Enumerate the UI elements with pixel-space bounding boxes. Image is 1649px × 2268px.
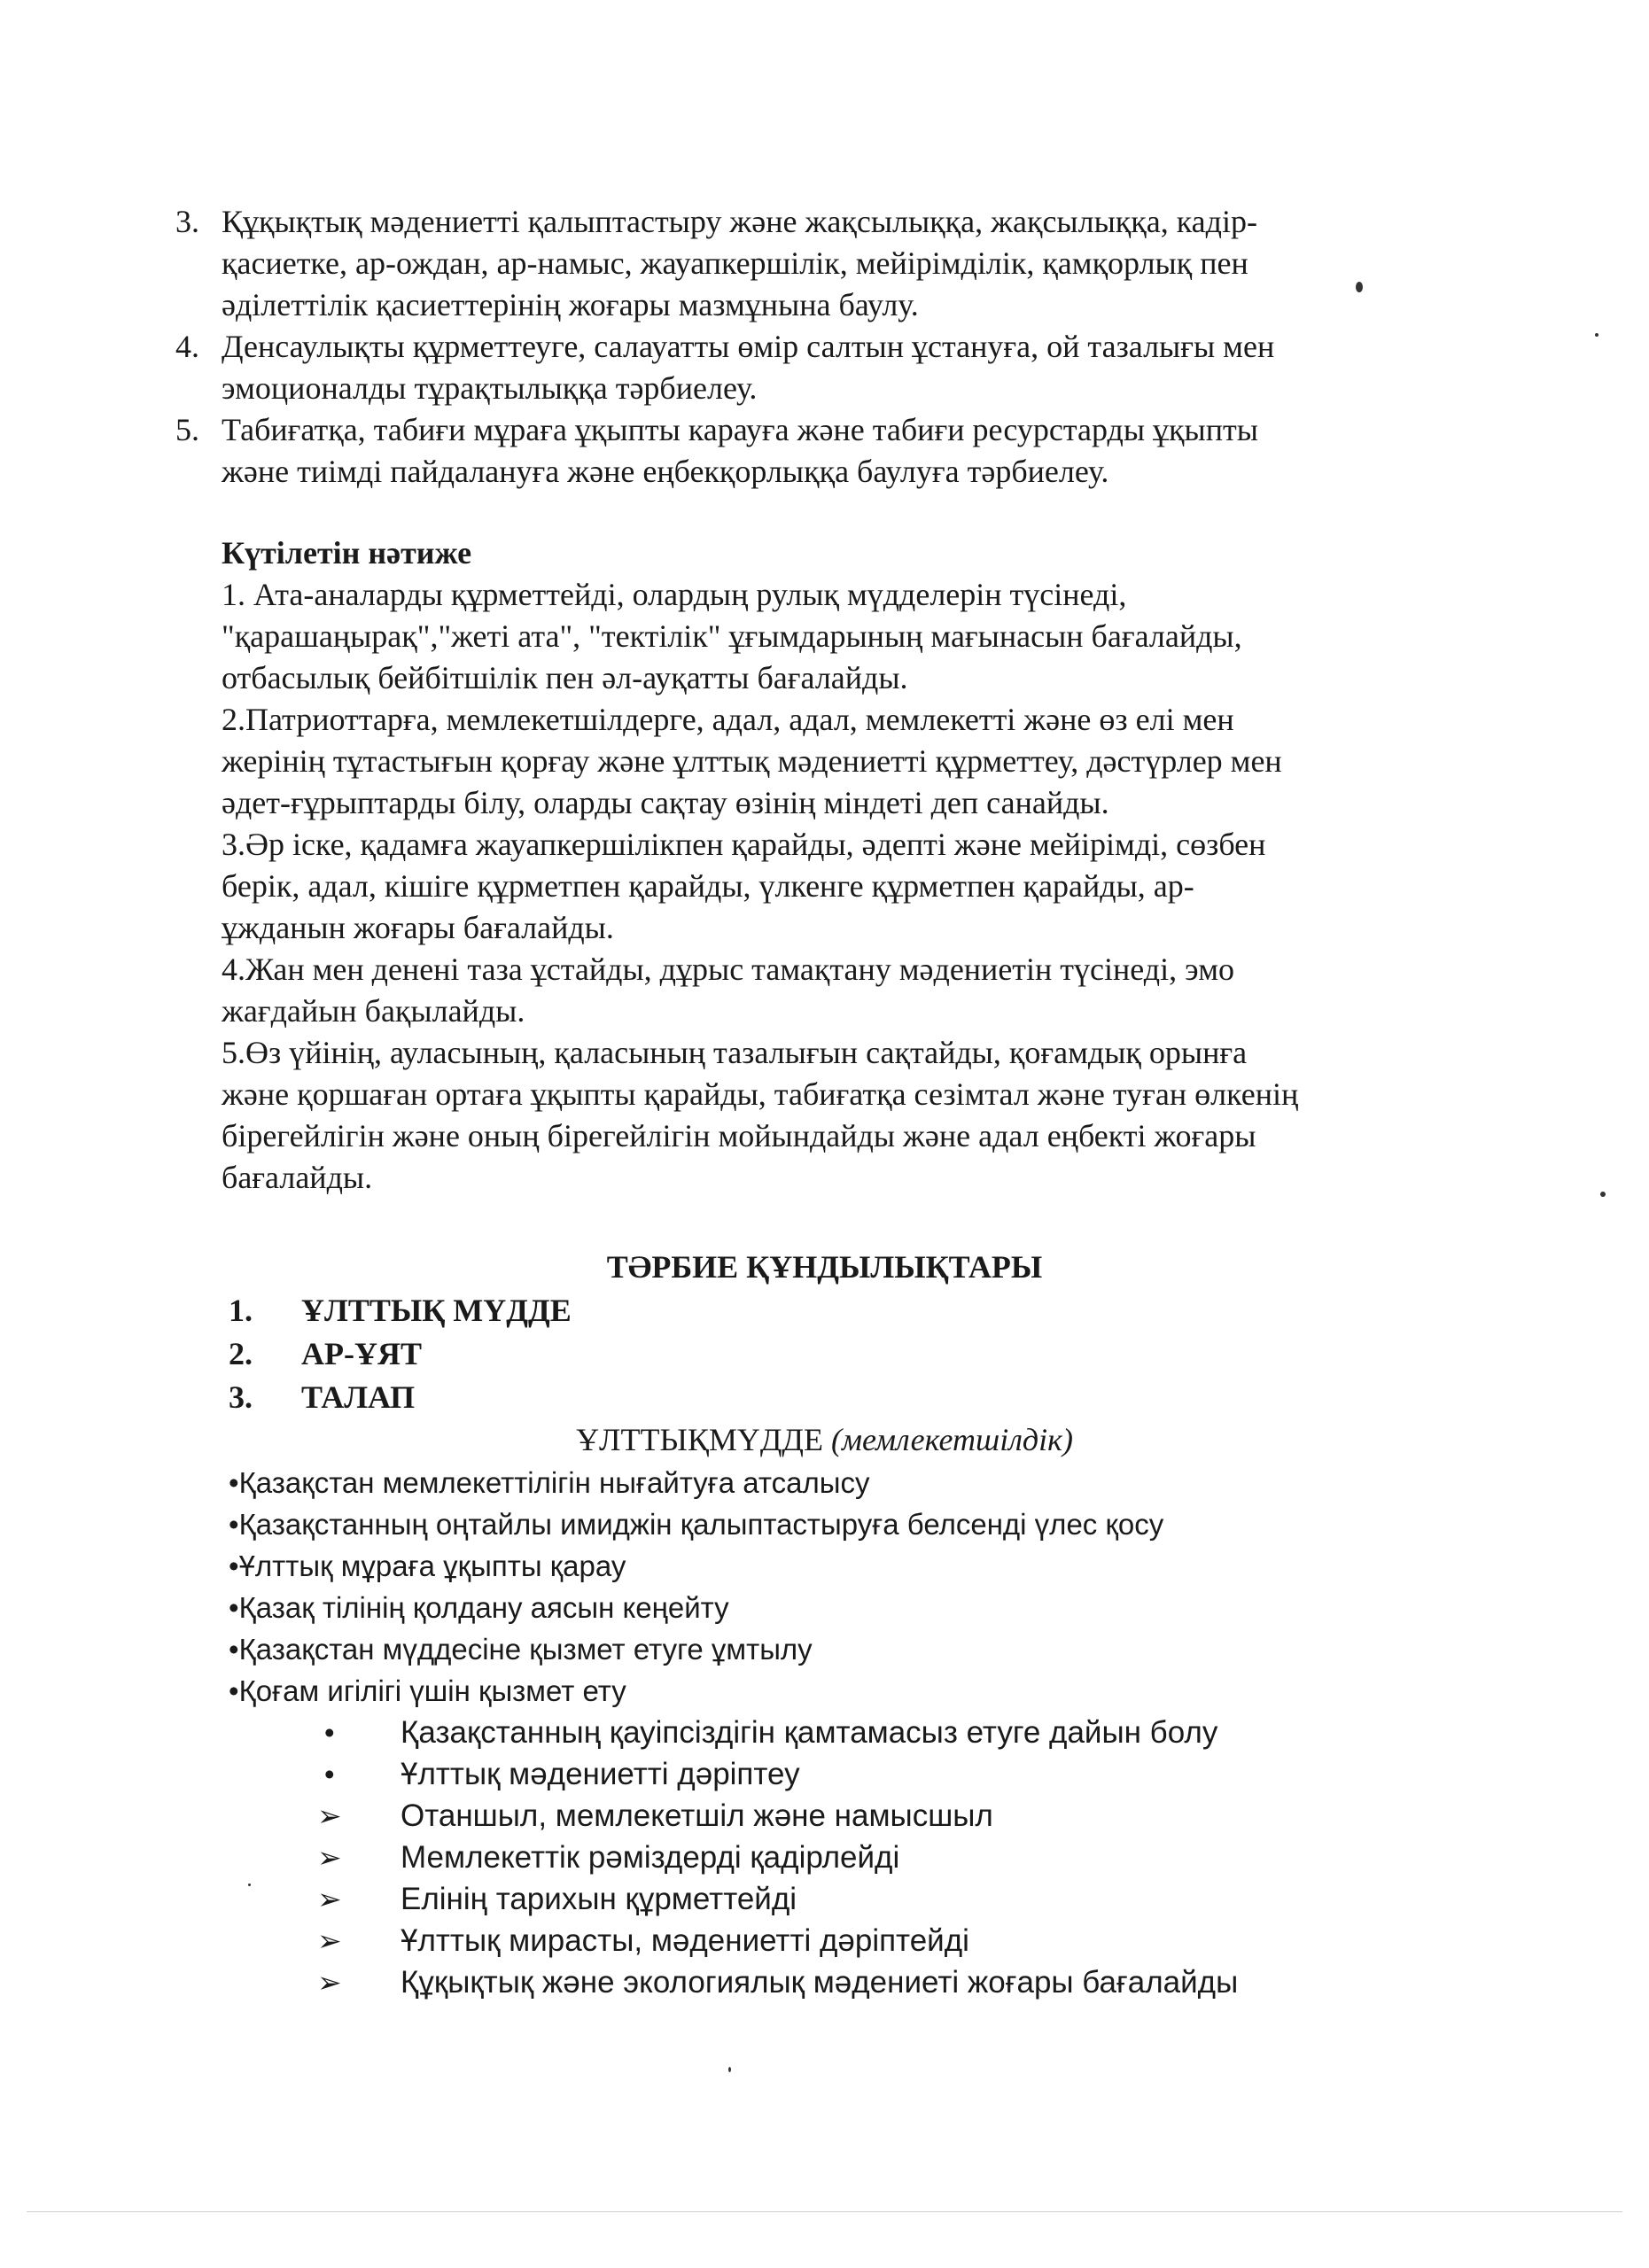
bullet-item	[229, 1545, 626, 1588]
arrow-bullet-icon: ➢	[317, 1841, 342, 1874]
paragraph-line: бірегейлігін және оның бірегейлігін мойындайды және адал еңбекті жоғары	[222, 1118, 1256, 1153]
values-item-label: ҰЛТТЫҚ МҮДДЕ	[301, 1293, 572, 1328]
values-item-label: ТАЛАП	[301, 1379, 416, 1415]
paragraph-line: 4.Жан мен денені таза ұстайды, дұрыс тамақтану мәдениетін түсінеді, эмо	[222, 951, 1235, 987]
paragraph-line: және қоршаған ортаға ұқыпты қарайды, табиғатқа сезімтал және туған өлкенің	[222, 1076, 1299, 1112]
list-item-number: 4.	[175, 329, 199, 364]
bullet-item	[229, 1587, 729, 1629]
bullet-icon: •	[229, 1591, 239, 1624]
bullet-text: Қазақстан мемлекеттілігін нығайтуға атсалысу	[238, 1466, 870, 1499]
list-item-text: және тиімді пайдалануға және еңбекқорлыққа баулуға тәрбиелеу.	[222, 454, 1109, 489]
paragraph-line: 3.Әр іске, қадамға жауапкершілікпен қарайды, әдепті және мейірімді, сөзбен	[222, 827, 1266, 862]
paragraph-line: берік, адал, кішіге құрметпен қарайды, үлкенге құрметпен қарайды, ар-	[222, 868, 1194, 904]
values-item-number: 1.	[229, 1293, 253, 1328]
subsection-title	[0, 1418, 1649, 1461]
list-item-text: әділеттілік қасиеттерінің жоғары мазмұнына баулу.	[222, 287, 919, 322]
bullet-item	[229, 1462, 870, 1504]
bullet-icon: •	[229, 1550, 239, 1582]
scan-speck	[248, 1884, 251, 1886]
scan-speck	[1595, 333, 1598, 337]
paragraph-line: әдет-ғұрыптарды білу, оларды сақтау өзінің міндеті деп санайды.	[222, 785, 1109, 820]
sub-bullet-icon: •	[324, 1758, 335, 1790]
bullet-text: Қазақстанның оңтайлы имиджін қалыптастыруға белсенді үлес қосу	[238, 1508, 1164, 1541]
scan-speck	[728, 2067, 731, 2072]
scan-speck	[1600, 1192, 1606, 1197]
paragraph-line: 1. Ата-аналарды құрметтейді, олардың рулық мүдделерін түсінеді,	[222, 577, 1127, 612]
arrow-item-text: Ұлттық мирасты, мәдениетті дәріптейді	[401, 1923, 969, 1958]
arrow-bullet-icon: ➢	[317, 1966, 342, 1999]
subsection-title-main: ҰЛТТЫҚМҮДДЕ	[576, 1422, 823, 1457]
values-item-label: АР-ҰЯТ	[301, 1336, 422, 1371]
list-item-number: 5.	[175, 412, 199, 447]
bullet-item	[229, 1503, 1163, 1546]
paragraph-line: отбасылық бейбітшілік пен әл-ауқатты бағалайды.	[222, 660, 908, 695]
bullet-icon: •	[229, 1674, 239, 1707]
list-item-number: 3.	[175, 204, 199, 239]
paragraph-line: "қарашаңырақ","жеті ата", "тектілік" ұғымдарының мағынасын бағалайды,	[222, 618, 1242, 654]
scan-edge-line	[27, 2211, 1622, 2212]
paragraph-line: бағалайды.	[222, 1160, 373, 1195]
values-item-number: 3.	[229, 1379, 253, 1415]
paragraph-line: 2.Патриоттарға, мемлекетшілдерге, адал, адал, мемлекетті және өз елі мен	[222, 702, 1234, 737]
arrow-item-text: Отаншыл, мемлекетшіл және намысшыл	[401, 1798, 993, 1833]
subsection-title-sub: (мемлекетшілдік)	[830, 1422, 1073, 1457]
bullet-icon: •	[229, 1508, 239, 1541]
list-item-text: Табиғатқа, табиғи мұраға ұқыпты карауға және табиғи ресурстарды ұқыпты	[222, 412, 1258, 447]
sub-bullet-icon: •	[324, 1716, 335, 1749]
sub-bullet-text: Ұлттық мәдениетті дәріптеу	[401, 1757, 800, 1791]
bullet-icon: •	[229, 1633, 239, 1666]
bullet-text: Қазақ тілінің қолдану аясын кеңейту	[238, 1591, 729, 1624]
paragraph-line: 5.Өз үйінің, ауласының, қаласының тазалығын сақтайды, қоғамдық орынға	[222, 1035, 1248, 1070]
section-heading: Күтілетін нәтиже	[222, 535, 472, 571]
arrow-item-text: Мемлекеттік рәміздерді қадірлейді	[401, 1840, 900, 1875]
arrow-bullet-icon: ➢	[317, 1799, 342, 1832]
bullet-text: Ұлттық мұраға ұқыпты қарау	[238, 1550, 626, 1582]
arrow-item-text: Елінің тарихын құрметтейді	[401, 1882, 797, 1916]
list-item-text: Құқықтық мәдениетті қалыптастыру және жақсылыққа, жақсылыққа, кадір-	[222, 204, 1257, 239]
bullet-item	[229, 1670, 626, 1713]
section-title: ТӘРБИЕ ҚҰНДЫЛЫҚТАРЫ	[606, 1249, 1043, 1285]
arrow-bullet-icon: ➢	[317, 1883, 342, 1915]
list-item-text: қасиетке, ар-ождан, ар-намыс, жауапкершілік, мейірімділік, қамқорлық пен	[222, 245, 1248, 281]
paragraph-line: ұжданын жоғары бағалайды.	[222, 910, 614, 945]
sub-bullet-text: Қазақстанның қауіпсіздігін қамтамасыз етуге дайын болу	[401, 1715, 1218, 1750]
bullet-icon: •	[229, 1466, 239, 1499]
scan-speck	[1356, 282, 1363, 292]
bullet-item	[229, 1628, 813, 1671]
paragraph-line: жағдайын бақылайды.	[222, 993, 525, 1029]
arrow-bullet-icon: ➢	[317, 1924, 342, 1957]
bullet-text: Қазақстан мүддесіне қызмет етуге ұмтылу	[238, 1633, 813, 1666]
list-item-text: эмоционалды тұрақтылыққа тәрбиелеу.	[222, 370, 758, 406]
bullet-text: Қоғам игілігі үшін қызмет ету	[238, 1674, 626, 1707]
arrow-item-text: Құқықтық және экологиялық мәдениеті жоғары бағалайды	[401, 1965, 1239, 2000]
values-item-number: 2.	[229, 1336, 253, 1371]
paragraph-line: жерінің тұтастығын қорғау және ұлттық мәдениетті құрметтеу, дәстүрлер мен	[222, 743, 1282, 779]
list-item-text: Денсаулықты құрметтеуге, салауатты өмір салтын ұстануға, ой тазалығы мен	[222, 329, 1275, 364]
